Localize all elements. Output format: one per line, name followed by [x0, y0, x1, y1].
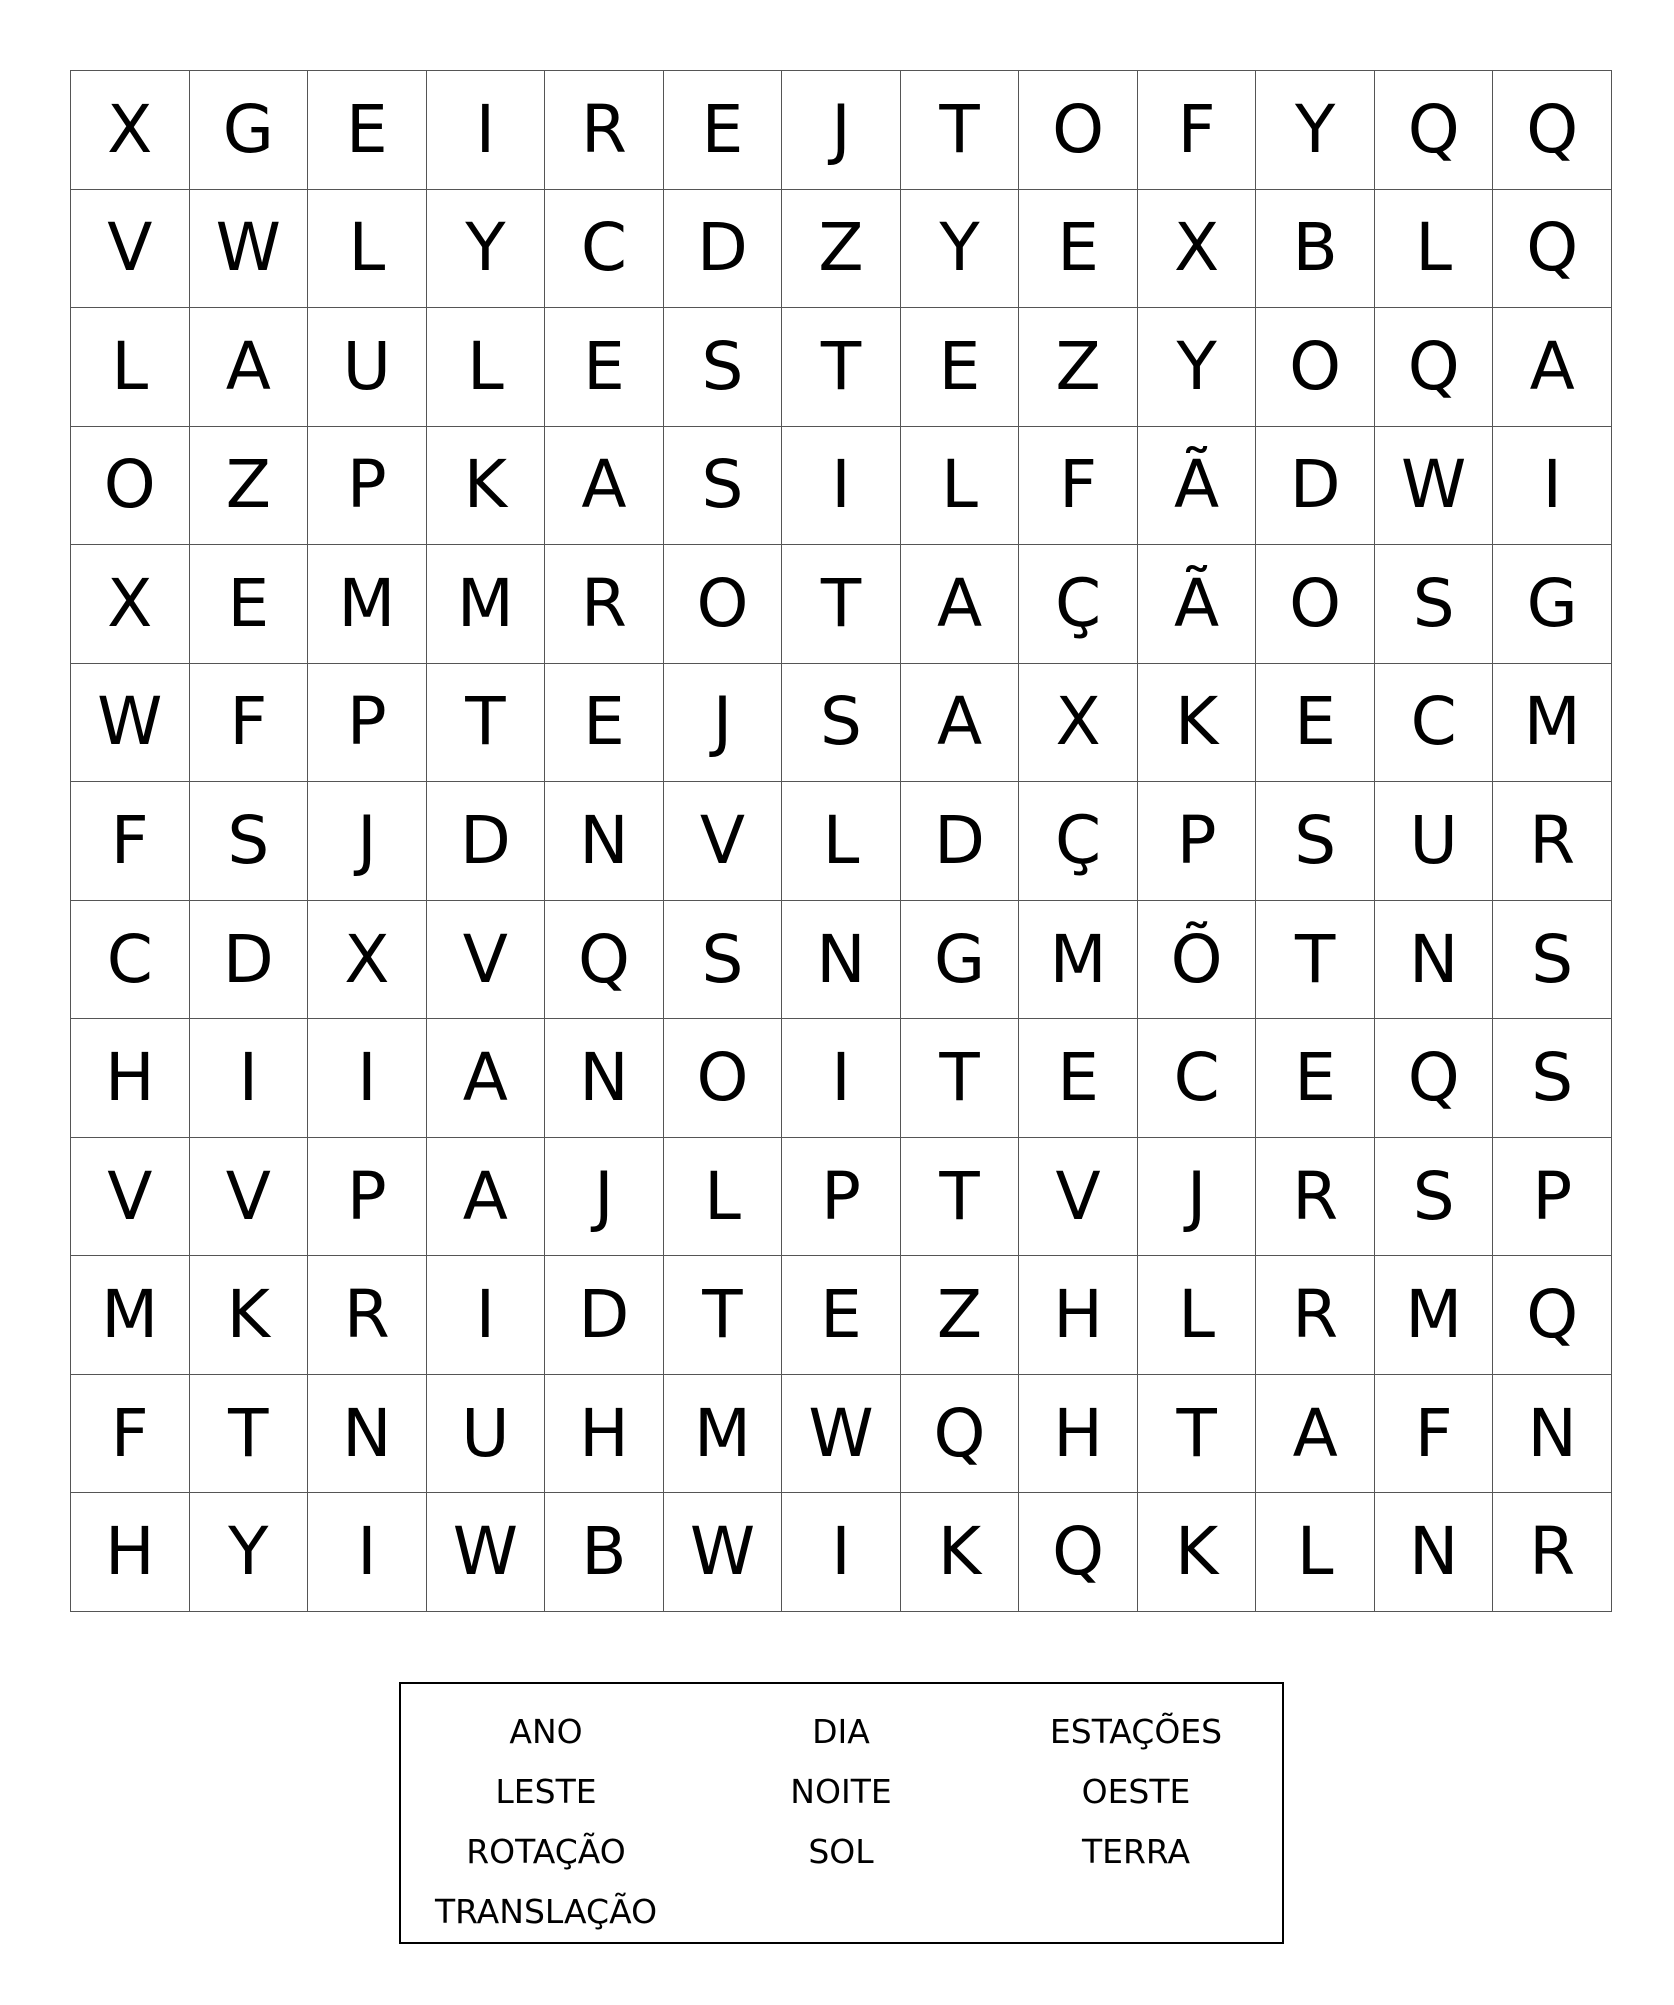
- grid-cell[interactable]: J: [308, 782, 427, 901]
- word-list-item: ANO: [509, 1712, 583, 1751]
- grid-cell[interactable]: R: [545, 545, 664, 664]
- grid-cell[interactable]: W: [782, 1375, 901, 1494]
- grid-cell[interactable]: E: [782, 1256, 901, 1375]
- grid-cell[interactable]: J: [545, 1138, 664, 1257]
- grid-cell[interactable]: I: [782, 1019, 901, 1138]
- grid-cell[interactable]: E: [190, 545, 309, 664]
- grid-cell[interactable]: A: [545, 427, 664, 546]
- grid-cell[interactable]: V: [71, 190, 190, 309]
- grid-cell[interactable]: P: [1493, 1138, 1612, 1257]
- word-search-grid: [70, 70, 1612, 1612]
- grid-cell[interactable]: T: [901, 71, 1020, 190]
- word-list-item: LESTE: [495, 1772, 597, 1811]
- grid-cell[interactable]: M: [1493, 664, 1612, 783]
- grid-cell[interactable]: B: [1256, 190, 1375, 309]
- word-list-item: TERRA: [1081, 1832, 1191, 1871]
- grid-cell[interactable]: A: [427, 1019, 546, 1138]
- grid-cell[interactable]: T: [1138, 1375, 1257, 1494]
- grid-cell[interactable]: N: [1375, 901, 1494, 1020]
- word-list-item: DIA: [812, 1712, 870, 1751]
- word-list-column: [696, 1702, 986, 1882]
- grid-cell[interactable]: G: [1493, 545, 1612, 664]
- word-list-item: TRANSLAÇÃO: [434, 1892, 658, 1931]
- grid-cell[interactable]: O: [1256, 545, 1375, 664]
- grid-cell[interactable]: L: [1375, 190, 1494, 309]
- grid-cell[interactable]: H: [1019, 1256, 1138, 1375]
- grid-cell[interactable]: G: [901, 901, 1020, 1020]
- grid-cell[interactable]: Q: [901, 1375, 1020, 1494]
- grid-cell[interactable]: J: [782, 71, 901, 190]
- grid-cell[interactable]: A: [1493, 308, 1612, 427]
- grid-cell[interactable]: T: [664, 1256, 783, 1375]
- grid-cell[interactable]: D: [427, 782, 546, 901]
- grid-cell[interactable]: W: [427, 1493, 546, 1612]
- grid-cell[interactable]: F: [71, 1375, 190, 1494]
- grid-cell[interactable]: L: [308, 190, 427, 309]
- grid-cell[interactable]: X: [1138, 190, 1257, 309]
- grid-cell[interactable]: O: [1256, 308, 1375, 427]
- grid-cell[interactable]: V: [664, 782, 783, 901]
- grid-cell[interactable]: D: [664, 190, 783, 309]
- grid-cell[interactable]: P: [308, 664, 427, 783]
- grid-cell[interactable]: N: [545, 1019, 664, 1138]
- grid-cell[interactable]: M: [308, 545, 427, 664]
- grid-cell[interactable]: G: [190, 71, 309, 190]
- grid-cell[interactable]: U: [308, 308, 427, 427]
- grid-cell[interactable]: T: [190, 1375, 309, 1494]
- grid-cell[interactable]: V: [71, 1138, 190, 1257]
- grid-cell[interactable]: Y: [901, 190, 1020, 309]
- grid-cell[interactable]: E: [545, 664, 664, 783]
- grid-cell[interactable]: Q: [1493, 1256, 1612, 1375]
- grid-cell[interactable]: H: [545, 1375, 664, 1494]
- grid-cell[interactable]: T: [427, 664, 546, 783]
- grid-cell[interactable]: V: [427, 901, 546, 1020]
- grid-cell[interactable]: T: [782, 545, 901, 664]
- grid-cell[interactable]: N: [1375, 1493, 1494, 1612]
- grid-cell[interactable]: R: [1493, 1493, 1612, 1612]
- grid-cell[interactable]: R: [1256, 1256, 1375, 1375]
- grid-cell[interactable]: L: [901, 427, 1020, 546]
- grid-cell[interactable]: D: [190, 901, 309, 1020]
- grid-cell[interactable]: I: [782, 1493, 901, 1612]
- grid-cell[interactable]: Ã: [1138, 427, 1257, 546]
- grid-cell[interactable]: T: [782, 308, 901, 427]
- grid-cell[interactable]: Z: [190, 427, 309, 546]
- grid-cell[interactable]: A: [427, 1138, 546, 1257]
- grid-cell[interactable]: Q: [1493, 71, 1612, 190]
- grid-cell[interactable]: L: [782, 782, 901, 901]
- grid-cell[interactable]: P: [308, 1138, 427, 1257]
- grid-cell[interactable]: S: [782, 664, 901, 783]
- grid-cell[interactable]: L: [427, 308, 546, 427]
- grid-cell[interactable]: I: [427, 71, 546, 190]
- grid-cell[interactable]: R: [308, 1256, 427, 1375]
- grid-cell[interactable]: F: [1375, 1375, 1494, 1494]
- grid-cell[interactable]: W: [664, 1493, 783, 1612]
- grid-cell[interactable]: I: [308, 1493, 427, 1612]
- grid-cell[interactable]: I: [308, 1019, 427, 1138]
- grid-cell[interactable]: F: [71, 782, 190, 901]
- grid-cell[interactable]: C: [545, 190, 664, 309]
- grid-cell[interactable]: N: [308, 1375, 427, 1494]
- grid-cell[interactable]: X: [308, 901, 427, 1020]
- grid-cell[interactable]: E: [664, 71, 783, 190]
- word-list-item: OESTE: [1081, 1772, 1191, 1811]
- grid-cell[interactable]: K: [901, 1493, 1020, 1612]
- grid-cell[interactable]: K: [1138, 664, 1257, 783]
- word-list-item: ROTAÇÃO: [466, 1832, 626, 1871]
- grid-cell[interactable]: P: [782, 1138, 901, 1257]
- grid-cell[interactable]: Z: [1019, 308, 1138, 427]
- grid-cell[interactable]: N: [782, 901, 901, 1020]
- grid-cell[interactable]: D: [1256, 427, 1375, 546]
- grid-cell[interactable]: T: [901, 1138, 1020, 1257]
- grid-cell[interactable]: E: [1019, 1019, 1138, 1138]
- grid-cell[interactable]: N: [545, 782, 664, 901]
- grid-cell[interactable]: U: [1375, 782, 1494, 901]
- grid-cell[interactable]: C: [1375, 664, 1494, 783]
- grid-cell[interactable]: K: [1138, 1493, 1257, 1612]
- grid-cell[interactable]: Q: [1375, 1019, 1494, 1138]
- grid-cell[interactable]: R: [1493, 782, 1612, 901]
- grid-cell[interactable]: I: [1493, 427, 1612, 546]
- grid-cell[interactable]: Y: [1138, 308, 1257, 427]
- grid-cell[interactable]: L: [71, 308, 190, 427]
- grid-cell[interactable]: M: [71, 1256, 190, 1375]
- grid-cell[interactable]: O: [1019, 71, 1138, 190]
- grid-cell[interactable]: A: [190, 308, 309, 427]
- grid-cell[interactable]: P: [308, 427, 427, 546]
- grid-cell[interactable]: H: [1019, 1375, 1138, 1494]
- grid-cell[interactable]: S: [190, 782, 309, 901]
- grid-cell[interactable]: Y: [190, 1493, 309, 1612]
- grid-cell[interactable]: K: [190, 1256, 309, 1375]
- grid-cell[interactable]: S: [1493, 1019, 1612, 1138]
- word-list-item: ESTAÇÕES: [1049, 1712, 1223, 1751]
- grid-cell[interactable]: Y: [427, 190, 546, 309]
- grid-cell[interactable]: V: [1019, 1138, 1138, 1257]
- grid-cell[interactable]: A: [1256, 1375, 1375, 1494]
- grid-cell[interactable]: Q: [1493, 190, 1612, 309]
- grid-cell[interactable]: Q: [1375, 308, 1494, 427]
- grid-cell[interactable]: S: [1375, 545, 1494, 664]
- grid-cell[interactable]: H: [71, 1493, 190, 1612]
- grid-cell[interactable]: M: [664, 1375, 783, 1494]
- grid-cell[interactable]: S: [664, 901, 783, 1020]
- grid-cell[interactable]: O: [664, 1019, 783, 1138]
- grid-cell[interactable]: Ã: [1138, 545, 1257, 664]
- grid-cell[interactable]: E: [545, 308, 664, 427]
- grid-cell[interactable]: X: [71, 545, 190, 664]
- grid-cell[interactable]: M: [1019, 901, 1138, 1020]
- grid-cell[interactable]: Q: [1019, 1493, 1138, 1612]
- grid-cell[interactable]: I: [782, 427, 901, 546]
- grid-cell[interactable]: A: [901, 545, 1020, 664]
- grid-cell[interactable]: O: [71, 427, 190, 546]
- grid-cell[interactable]: W: [1375, 427, 1494, 546]
- grid-cell[interactable]: N: [1493, 1375, 1612, 1494]
- grid-cell[interactable]: Ç: [1019, 782, 1138, 901]
- grid-cell[interactable]: Q: [545, 901, 664, 1020]
- grid-cell[interactable]: F: [1138, 71, 1257, 190]
- grid-cell[interactable]: S: [1256, 782, 1375, 901]
- grid-cell[interactable]: Õ: [1138, 901, 1257, 1020]
- grid-cell[interactable]: F: [1019, 427, 1138, 546]
- grid-cell[interactable]: E: [1256, 1019, 1375, 1138]
- grid-cell[interactable]: D: [545, 1256, 664, 1375]
- word-list-column: [401, 1702, 691, 1942]
- grid-cell[interactable]: L: [1138, 1256, 1257, 1375]
- grid-cell[interactable]: S: [1493, 901, 1612, 1020]
- grid-cell[interactable]: S: [1375, 1138, 1494, 1257]
- grid-cell[interactable]: Ç: [1019, 545, 1138, 664]
- grid-cell[interactable]: I: [427, 1256, 546, 1375]
- word-list-box: [399, 1682, 1284, 1944]
- grid-cell[interactable]: D: [901, 782, 1020, 901]
- grid-cell[interactable]: M: [1375, 1256, 1494, 1375]
- grid-cell[interactable]: B: [545, 1493, 664, 1612]
- grid-cell[interactable]: L: [1256, 1493, 1375, 1612]
- grid-cell[interactable]: T: [1256, 901, 1375, 1020]
- grid-cell[interactable]: E: [901, 308, 1020, 427]
- grid-cell[interactable]: Z: [901, 1256, 1020, 1375]
- grid-cell[interactable]: R: [1256, 1138, 1375, 1257]
- grid-cell[interactable]: Y: [1256, 71, 1375, 190]
- grid-cell[interactable]: F: [190, 664, 309, 783]
- grid-cell[interactable]: S: [664, 308, 783, 427]
- grid-cell[interactable]: Q: [1375, 71, 1494, 190]
- grid-cell[interactable]: U: [427, 1375, 546, 1494]
- grid-cell[interactable]: C: [1138, 1019, 1257, 1138]
- grid-cell[interactable]: K: [427, 427, 546, 546]
- grid-cell[interactable]: X: [1019, 664, 1138, 783]
- grid-cell[interactable]: W: [190, 190, 309, 309]
- grid-cell[interactable]: M: [427, 545, 546, 664]
- grid-cell[interactable]: A: [901, 664, 1020, 783]
- grid-cell[interactable]: S: [664, 427, 783, 546]
- grid-cell[interactable]: P: [1138, 782, 1257, 901]
- grid-cell[interactable]: W: [71, 664, 190, 783]
- grid-cell[interactable]: H: [71, 1019, 190, 1138]
- grid-cell[interactable]: J: [664, 664, 783, 783]
- word-list-column: [991, 1702, 1281, 1882]
- word-list-item: SOL: [808, 1832, 874, 1871]
- grid-cell[interactable]: J: [1138, 1138, 1257, 1257]
- grid-cell[interactable]: I: [190, 1019, 309, 1138]
- grid-cell[interactable]: T: [901, 1019, 1020, 1138]
- grid-cell[interactable]: L: [664, 1138, 783, 1257]
- grid-cell[interactable]: C: [71, 901, 190, 1020]
- grid-cell[interactable]: R: [545, 71, 664, 190]
- grid-cell[interactable]: E: [1256, 664, 1375, 783]
- word-list-item: NOITE: [790, 1772, 892, 1811]
- grid-cell[interactable]: Z: [782, 190, 901, 309]
- grid-cell[interactable]: E: [1019, 190, 1138, 309]
- grid-cell[interactable]: X: [71, 71, 190, 190]
- grid-cell[interactable]: V: [190, 1138, 309, 1257]
- grid-cell[interactable]: O: [664, 545, 783, 664]
- grid-cell[interactable]: E: [308, 71, 427, 190]
